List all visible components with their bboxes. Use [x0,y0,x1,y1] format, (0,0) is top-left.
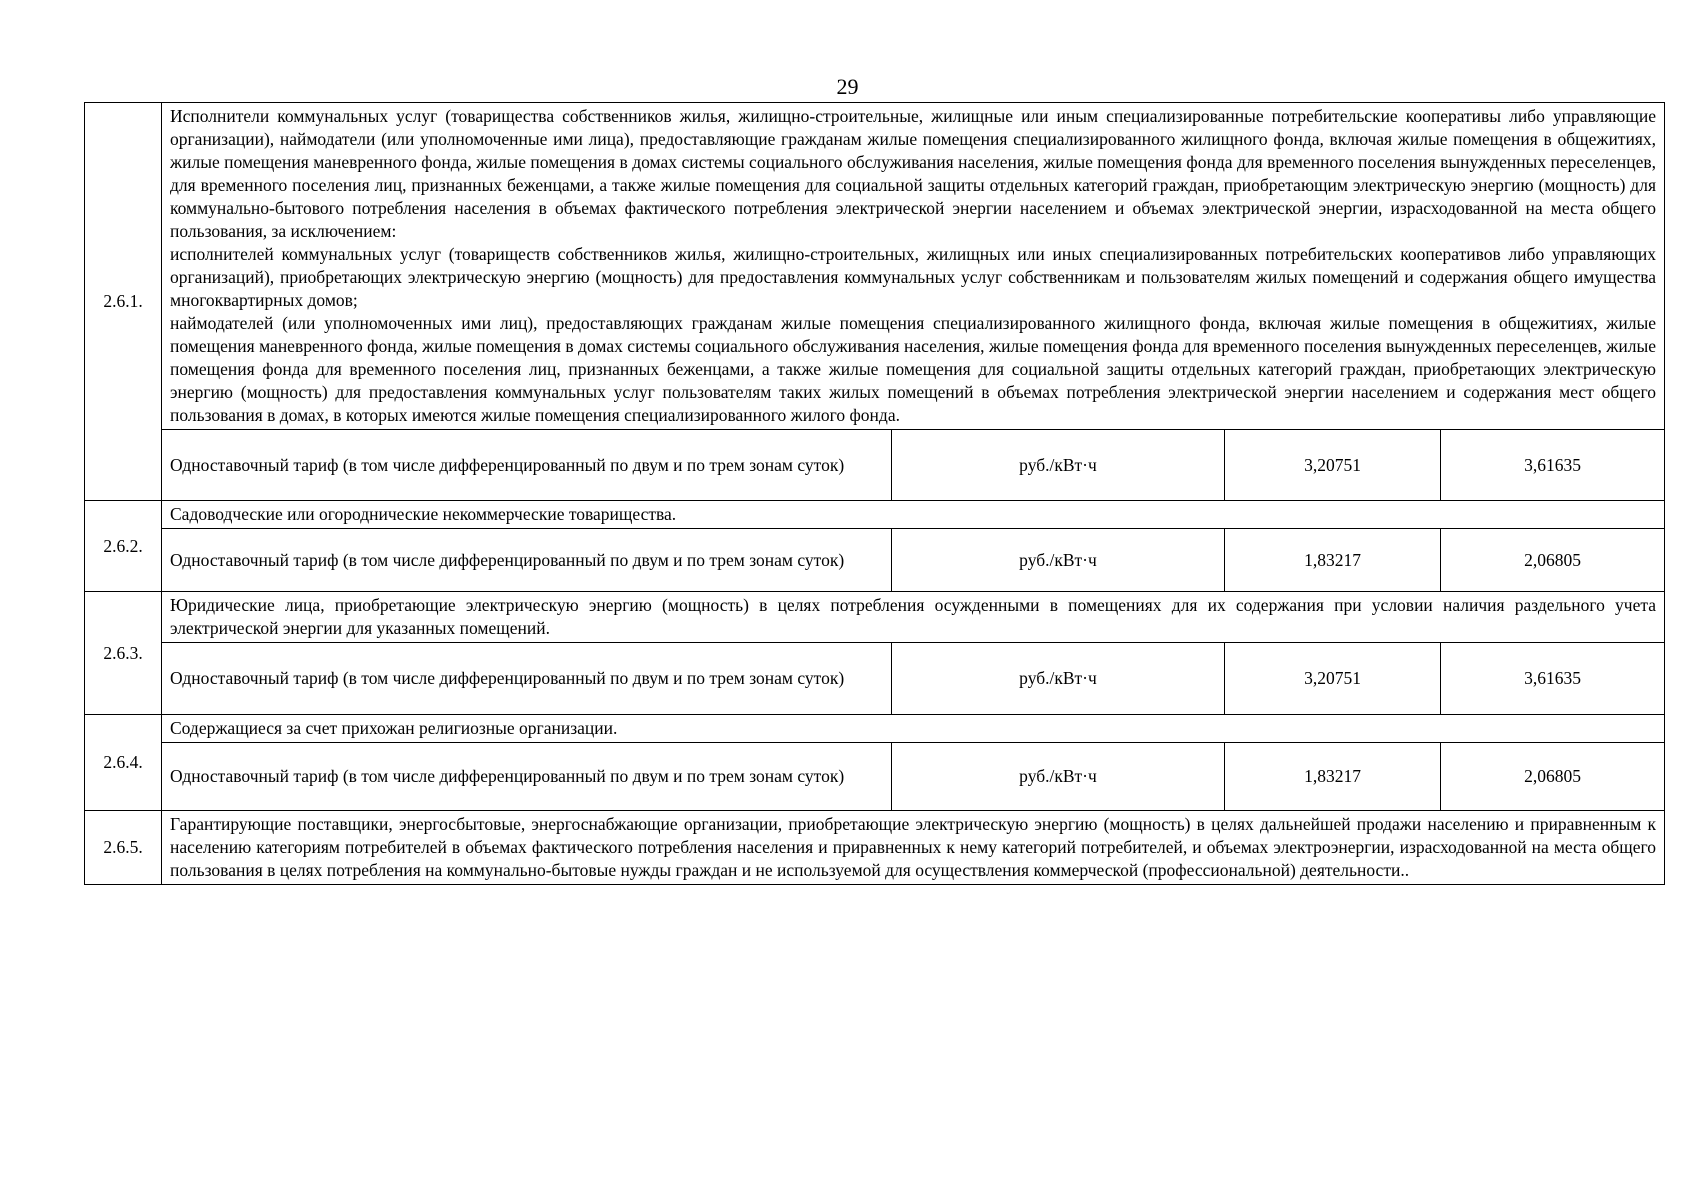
tariff-label: Одноставочный тариф (в том числе дифференцированный по двум и по трем зонам суток) [162,529,892,592]
table-row [85,501,1665,529]
table-row [85,592,1665,643]
tariff-label: Одноставочный тариф (в том числе дифференцированный по двум и по трем зонам суток) [162,643,892,715]
desc-para: Исполнители коммунальных услуг (товарищества собственников жилья, жилищно-строительные, жилищные или иным специализированные потребительские кооперативы либо управляющие организации), наймодатели (или уполномоченные ими лица), предоставляющие гражданам жилые помещения специализированного жилищного фонда, включая жилые помещения в общежитиях, жилые помещения маневренного фонда, жилые помещения в домах системы социального обслуживания населения, жилые помещения фонда для временного поселения вынужденных переселенцев, для временного поселения лиц, признанных беженцами, а также жилые помещения для социальной защиты отдельных категорий граждан, приобретающим электрическую энергию (мощность) для коммунально-бытового потребления населения в объемах фактического потребления электрической энергии населением и объемах электрической энергии, израсходованной на места общего пользования, за исключением: [170,106,1656,241]
category-description: Садоводческие или огороднические некоммерческие товарищества. [162,501,1665,529]
table-row [85,743,1665,811]
value-cell: 3,20751 [1225,430,1441,501]
table-row [85,811,1665,885]
row-number: 2.6.3. [85,592,162,715]
table-row [85,103,1665,430]
row-number: 2.6.4. [85,715,162,811]
table-row [85,529,1665,592]
category-description: Содержащиеся за счет прихожан религиозные организации. [162,715,1665,743]
row-number: 2.6.2. [85,501,162,592]
desc-para: наймодателей (или уполномоченных ими лиц), предоставляющих гражданам жилые помещения специализированного жилищного фонда, включая жилые помещения в общежитиях, жилые помещения маневренного фонда, жилые помещения в домах системы социального обслуживания населения, жилые помещения фонда для временного поселения вынужденных переселенцев, жилые помещения фонда для временного поселения лиц, признанных беженцами, а также жилые помещения для социальной защиты отдельных категорий граждан, приобретающих электрическую энергию (мощность) для предоставления коммунальных услуг пользователям таких жилых помещений в объемах потребления электрической энергии населением и содержания мест общего пользования в домах, в которых имеются жилые помещения специализированного жилого фонда. [170,313,1656,425]
value-cell: 2,06805 [1441,529,1665,592]
value-cell: 2,06805 [1441,743,1665,811]
tariff-label: Одноставочный тариф (в том числе дифференцированный по двум и по трем зонам суток) [162,743,892,811]
table-row [85,430,1665,501]
value-cell: 1,83217 [1225,743,1441,811]
category-description [162,103,1665,430]
value-cell: 3,61635 [1441,643,1665,715]
tariff-label: Одноставочный тариф (в том числе дифференцированный по двум и по трем зонам суток) [162,430,892,501]
unit-cell: руб./кВт·ч [892,643,1225,715]
table-row [85,715,1665,743]
tariff-table [84,102,1665,885]
row-number: 2.6.5. [85,811,162,885]
page-number: 29 [836,74,859,99]
desc-para: исполнителей коммунальных услуг (товариществ собственников жилья, жилищно-строительных, жилищных или иных специализированных потребительских кооперативов либо управляющих организаций), приобретающих электрическую энергию (мощность) для предоставления коммунальных услуг собственникам и пользователям жилых помещений и содержания общего имущества многоквартирных домов; [170,244,1656,310]
unit-cell: руб./кВт·ч [892,529,1225,592]
value-cell: 1,83217 [1225,529,1441,592]
value-cell: 3,61635 [1441,430,1665,501]
value-cell: 3,20751 [1225,643,1441,715]
category-description: Юридические лица, приобретающие электрическую энергию (мощность) в целях потребления осужденными в помещениях для их содержания при условии наличия раздельного учета электрической энергии для указанных помещений. [162,592,1665,643]
unit-cell: руб./кВт·ч [892,430,1225,501]
table-row [85,643,1665,715]
category-description: Гарантирующие поставщики, энергосбытовые, энергоснабжающие организации, приобретающие электрическую энергию (мощность) в целях дальнейшей продажи населению и приравненным к населению категориям потребителей в объемах фактического потребления населения и приравненных к нему категорий потребителей, и объемах электроэнергии, израсходованной на места общего пользования в целях потребления на коммунально-бытовые нужды граждан и не используемой для осуществления коммерческой (профессиональной) деятельности.. [162,811,1665,885]
unit-cell: руб./кВт·ч [892,743,1225,811]
row-number: 2.6.1. [85,103,162,501]
